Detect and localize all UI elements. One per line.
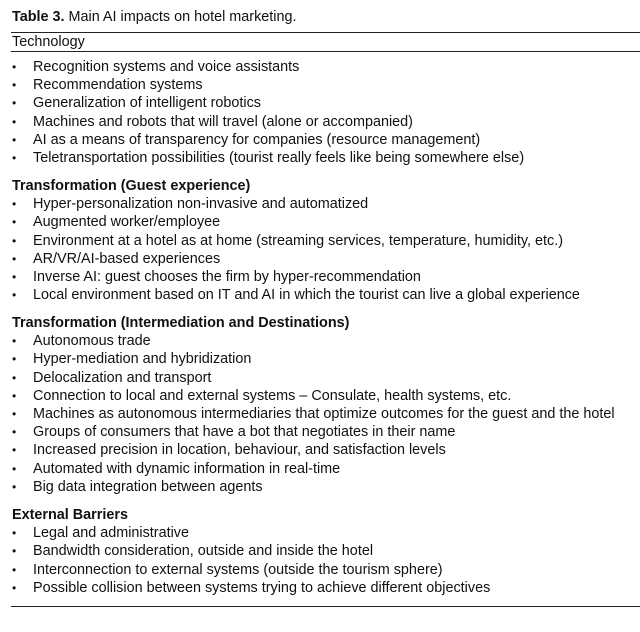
bullet-icon: • [12,60,17,74]
list-item-text: Bandwidth consideration, outside and inside the hotel [33,543,374,560]
list-item-text: Delocalization and transport [33,369,212,386]
list-item [12,149,640,167]
list-item-text: Hyper-personalization non-invasive and automatized [33,196,369,213]
list-item [12,195,640,213]
bullet-icon: • [12,370,17,385]
guest-experience-list [12,195,640,304]
intermediation-list [12,332,640,496]
list-item [12,232,640,250]
list-item [12,387,640,405]
section-guest-experience [12,177,640,304]
list-item [12,579,640,597]
list-item [12,286,640,304]
bullet-icon: • [12,562,17,577]
list-item-text: Legal and administrative [33,525,189,542]
list-item [12,250,640,268]
list-item [12,561,640,579]
bullet-icon: • [12,233,17,248]
list-item [12,76,640,94]
list-item-text: Inverse AI: guest chooses the firm by hyper-recommendation [33,268,421,285]
bullet-icon: • [12,406,17,421]
list-item [12,113,640,131]
list-item-text: Recommendation systems [33,77,203,94]
bullet-icon: • [12,461,17,476]
list-item-text: Teletransportation possibilities (tourist really feels like being somewhere else) [33,149,525,166]
section-intermediation-destinations [12,314,640,496]
bullet-icon: • [12,114,17,129]
bullet-icon: • [12,388,17,403]
list-item-text: Hyper-mediation and hybridization [33,351,252,368]
bullet-icon: • [12,132,17,147]
list-item-text: Local environment based on IT and AI in which the tourist can live a global experience [33,287,580,304]
section-title: Transformation (Intermediation and Destinations) [12,315,350,331]
bullet-icon: • [12,78,17,93]
list-item-text: Augmented worker/employee [33,214,221,231]
list-item [12,332,640,350]
bullet-icon: • [12,443,17,458]
list-item [12,58,640,76]
list-item-text: Big data integration between agents [33,478,263,495]
list-item [12,524,640,542]
bullet-icon: • [12,197,17,212]
bullet-icon: • [12,269,17,284]
list-item-text: Groups of consumers that have a bot that negotiates in their name [33,424,456,441]
list-item-text: Possible collision between systems trying to achieve different objectives [33,579,491,596]
list-item-text: AI as a means of transparency for companies (resource management) [33,131,481,148]
section-external-barriers [12,506,640,597]
table-column-header: Technology [12,34,85,50]
list-item-text: Interconnection to external systems (outside the tourism sphere) [33,561,443,578]
list-item [12,478,640,496]
bullet-icon: • [12,352,17,367]
list-item-text: Machines as autonomous intermediaries that optimize outcomes for the guest and the hotel [33,405,615,422]
list-item [12,268,640,286]
list-item [12,460,640,478]
list-item [12,542,640,560]
list-item [12,131,640,149]
table-header-rule [11,51,640,52]
list-item [12,213,640,231]
list-item-text: Recognition systems and voice assistants [33,59,300,75]
bullet-icon: • [12,544,17,559]
list-item-text: Increased precision in location, behaviour, and satisfaction levels [33,442,446,459]
list-item-text: Environment at a hotel as at home (streaming services, temperature, humidity, etc.) [33,232,564,249]
list-item [12,405,640,423]
list-item-text: AR/VR/AI-based experiences [33,250,221,267]
list-item-text: Autonomous trade [33,333,151,350]
table-caption [12,8,297,26]
external-barriers-list [12,524,640,597]
list-item-text: Generalization of intelligent robotics [33,95,261,112]
bullet-icon: • [12,96,17,111]
list-item-text: Machines and robots that will travel (alone or accompanied) [33,113,413,130]
bullet-icon: • [12,334,17,349]
bullet-icon: • [12,251,17,266]
table-caption-text: Main AI impacts on hotel marketing. [68,9,297,25]
bullet-icon: • [12,425,17,440]
bullet-icon: • [12,215,17,230]
technology-list [12,58,640,167]
list-item [12,441,640,459]
bullet-icon: • [12,526,17,541]
list-item [12,369,640,387]
list-item [12,423,640,441]
bullet-icon: • [12,288,17,303]
bullet-icon: • [12,479,17,494]
list-item-text: Automated with dynamic information in real-time [33,460,341,477]
bullet-icon: • [12,150,17,165]
table-bottom-rule [11,606,640,607]
section-title: External Barriers [12,507,128,523]
table-caption-label: Table 3. [12,9,65,25]
section-technology [12,58,640,167]
bullet-icon: • [12,580,17,595]
list-item [12,350,640,368]
section-title: Transformation (Guest experience) [12,178,251,194]
list-item-text: Connection to local and external systems – Consulate, health systems, etc. [33,387,512,404]
table-top-rule [11,32,640,33]
list-item [12,94,640,112]
